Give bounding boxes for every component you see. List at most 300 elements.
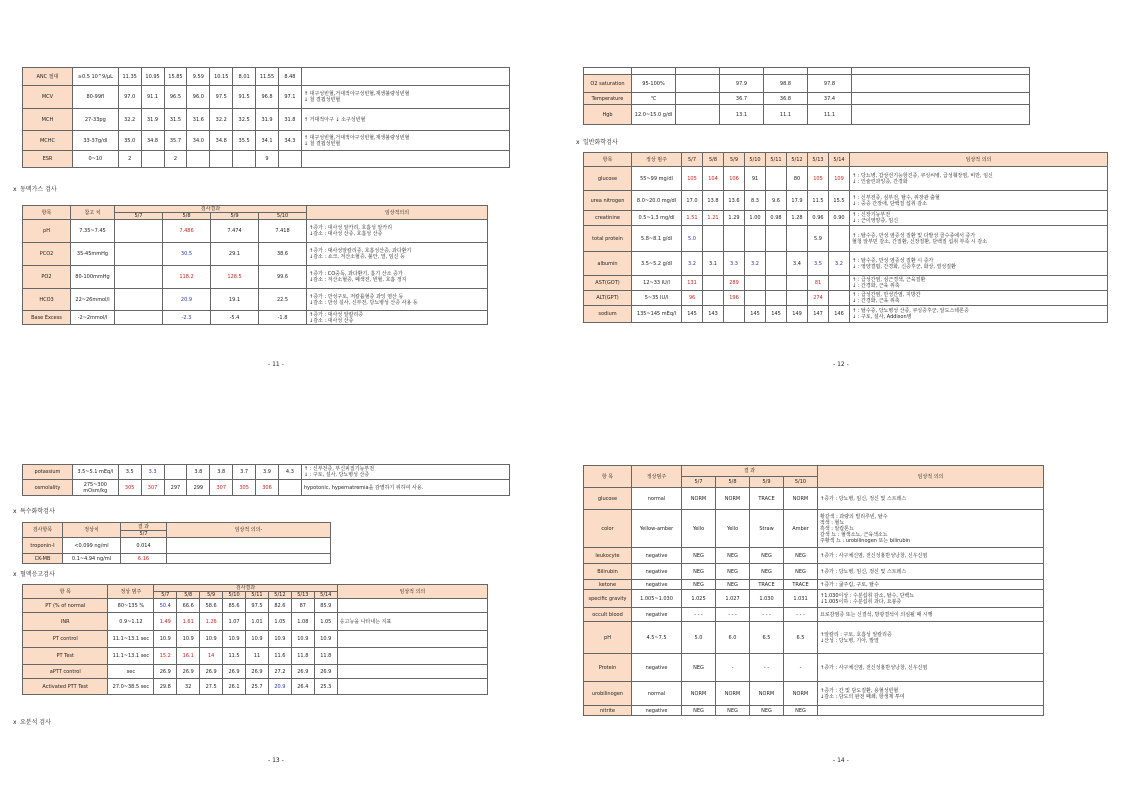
- result-cell: 274: [808, 291, 829, 306]
- result-cell: 32.2: [118, 109, 141, 131]
- result-cell: 299: [187, 480, 210, 496]
- row-label: nitrite: [584, 706, 632, 716]
- date-header: 5/7: [115, 213, 163, 220]
- result-cell: NORM: [750, 682, 784, 706]
- result-cell: NORM: [682, 682, 716, 706]
- date-header: 5/8: [703, 153, 724, 167]
- result-cell: 58.6: [200, 599, 223, 613]
- result-cell: NEG: [750, 564, 784, 580]
- result-cell: 35.7: [164, 131, 187, 151]
- result-cell: [787, 291, 808, 306]
- result-cell: 145: [745, 306, 766, 323]
- result-cell: 105: [808, 167, 829, 191]
- coag-h-ref: 정상 범주: [108, 585, 154, 599]
- result-cell: 4.3: [278, 465, 301, 480]
- row-label: ketone: [584, 580, 632, 590]
- row-reference: 0~10: [72, 151, 118, 168]
- result-cell: 66.6: [177, 599, 200, 613]
- result-cell: 32: [177, 679, 200, 695]
- result-cell: 1.29: [724, 211, 745, 226]
- table-row: [584, 590, 1044, 608]
- table-row: [23, 151, 510, 168]
- row-label: sodium: [584, 306, 632, 323]
- result-cell: 1.030: [750, 590, 784, 608]
- result-cell: [703, 226, 724, 252]
- result-cell: 10.15: [210, 68, 233, 86]
- result-cell: [703, 291, 724, 306]
- result-cell: 1.031: [784, 590, 818, 608]
- result-cell: 1.027: [716, 590, 750, 608]
- result-cell: NEG: [682, 548, 716, 564]
- date-header: 5/12: [268, 592, 291, 599]
- row-reference: 27.0~38.5 sec: [108, 679, 154, 695]
- row-label: total protein: [584, 226, 632, 252]
- result-cell: 1.07: [223, 613, 246, 631]
- result-cell: 32.2: [210, 109, 233, 131]
- result-cell: [766, 226, 787, 252]
- result-cell: 1.00: [745, 211, 766, 226]
- clinical-note: ↑ 대구성빈혈,거대적아구성빈혈,재생불량성빈혈 ↓ 철 결핍성빈혈: [301, 131, 509, 151]
- result-cell: 11.1: [808, 105, 852, 125]
- result-cell: 149: [787, 306, 808, 323]
- table-row: [584, 75, 1030, 93]
- result-cell: 11: [246, 648, 269, 665]
- result-cell: 96.5: [164, 86, 187, 109]
- abga-h-result: 검사결과: [115, 206, 307, 213]
- result-cell: -1.8: [259, 311, 307, 325]
- table-row: [23, 554, 331, 564]
- clinical-note: 황갈색 : 과량의 빌리루빈, 탈수 적색 : 혈뇨 흑색 : 알캅톤뇨 갈색 뇨 : 혈색소뇨, 근육색소뇨 주황색 뇨 : urobilinogen 또는 bilirubin: [818, 510, 1044, 548]
- result-cell: 1.49: [154, 613, 177, 631]
- result-cell: 15.2: [154, 648, 177, 665]
- chem-h-sig: 임상적 의의: [850, 153, 1108, 167]
- result-cell: 11.1: [764, 105, 808, 125]
- special-table: [22, 522, 331, 564]
- result-cell: 0.014: [121, 538, 167, 554]
- clinical-note: hypotonic, hypernatremia을 감별하기 위하여 사용.: [301, 480, 509, 496]
- abga-h-sig: 임상적의의: [307, 206, 488, 220]
- row-label: CK-MB: [23, 554, 63, 564]
- row-reference: 22~26mmol/l: [71, 289, 115, 311]
- row-label: ANC 절대: [23, 68, 73, 86]
- date-header: 5/11: [246, 592, 269, 599]
- row-reference: 0.1~4.94 ng/ml: [63, 554, 121, 564]
- special-h-date: 5/7: [121, 531, 167, 538]
- row-reference: 12~33 IU/l: [632, 276, 682, 291]
- row-reference: negative: [632, 548, 682, 564]
- result-cell: 3.7: [233, 465, 256, 480]
- row-label: glucose: [584, 488, 632, 510]
- table-row: [23, 220, 488, 243]
- result-cell: 50.4: [154, 599, 177, 613]
- coag-table: [22, 584, 488, 695]
- result-cell: 98.8: [764, 75, 808, 93]
- result-cell: 3.2: [745, 252, 766, 276]
- cbc-continued-table: [22, 67, 510, 168]
- result-cell: 30.5: [163, 243, 211, 266]
- row-reference: 12.0~15.0 g/dl: [632, 105, 676, 125]
- date-header: 5/9: [750, 477, 784, 488]
- result-cell: TRACE: [750, 580, 784, 590]
- result-cell: Yello: [716, 510, 750, 548]
- result-cell: 38.6: [259, 243, 307, 266]
- table-row: [584, 580, 1044, 590]
- clinical-note: [337, 648, 487, 665]
- page-number-11: - 11 -: [268, 361, 284, 368]
- result-cell: [787, 226, 808, 252]
- row-label: urobilinogen: [584, 682, 632, 706]
- table-row: [23, 480, 510, 496]
- date-header: 5/10: [745, 153, 766, 167]
- row-reference: negative: [632, 654, 682, 682]
- result-cell: 22.5: [259, 289, 307, 311]
- result-cell: 109: [829, 167, 850, 191]
- row-label: PT Test: [23, 648, 108, 665]
- result-cell: 34.8: [141, 131, 164, 151]
- result-cell: 131: [682, 276, 703, 291]
- result-cell: [852, 93, 1030, 105]
- row-reference: 80~135 %: [108, 599, 154, 613]
- page-13-top-table-wrap: [22, 464, 510, 496]
- date-header: 5/9: [724, 153, 745, 167]
- clinical-note: ↑ : 탈수증, 당뇨병성 산증, 쿠싱증후군, 알도스테론증 ↓ : 구토, 설사, Addison병: [850, 306, 1108, 323]
- page-number-12: - 12 -: [833, 361, 849, 368]
- clinical-note: ↑증가 : 대사성 알카리, 호흡성 알카리 ↓감소 : 대사성 산증, 호흡성 산증: [307, 220, 488, 243]
- clinical-note: ↑ 거대적아구 ↓ 소구성빈혈: [301, 109, 509, 131]
- table-row: [23, 599, 488, 613]
- result-cell: 1.05: [268, 613, 291, 631]
- result-cell: 9: [256, 151, 279, 168]
- result-cell: [233, 151, 256, 168]
- table-row: [584, 93, 1030, 105]
- row-label: Temperature: [584, 93, 632, 105]
- result-cell: 13.6: [724, 191, 745, 211]
- clinical-note: ↑ : 탈수증, 만성 염증성 질환 및 다발성 골수종에서 증가 혈청 알부민 감소, 간질환, 신장질환, 단백질 섭취 부족 시 감소: [850, 226, 1108, 252]
- result-cell: 307: [210, 480, 233, 496]
- result-cell: 11.55: [256, 68, 279, 86]
- result-cell: 32.5: [233, 109, 256, 131]
- result-cell: 16.1: [177, 648, 200, 665]
- table-row: [584, 306, 1108, 323]
- row-reference: 95-100%: [632, 75, 676, 93]
- table-row: [584, 105, 1030, 125]
- row-label: potassium: [23, 465, 73, 480]
- row-label: Hgb: [584, 105, 632, 125]
- table-row: [584, 682, 1044, 706]
- table-row: [23, 465, 510, 480]
- table-row: [23, 613, 488, 631]
- result-cell: 26.9: [177, 665, 200, 679]
- result-cell: 26.9: [223, 665, 246, 679]
- result-cell: -2.3: [163, 311, 211, 325]
- result-cell: 1.51: [682, 211, 703, 226]
- result-cell: 145: [766, 306, 787, 323]
- result-cell: - -: [750, 654, 784, 682]
- row-reference: 55~99 mg/dl: [632, 167, 682, 191]
- result-cell: NEG: [784, 564, 818, 580]
- table-row: [584, 706, 1044, 716]
- vitals-h-blank5: [764, 68, 808, 75]
- result-cell: 10.95: [141, 68, 164, 86]
- row-reference: sec: [108, 665, 154, 679]
- result-cell: 1.61: [177, 613, 200, 631]
- row-label: ESR: [23, 151, 73, 168]
- coag-table-wrap: [22, 584, 488, 695]
- result-cell: 307: [141, 480, 164, 496]
- row-reference: 80-99fl: [72, 86, 118, 109]
- special-h-ref: 정상치: [63, 523, 121, 538]
- row-reference: 0.9~1.12: [108, 613, 154, 631]
- table-row: [23, 266, 488, 289]
- result-cell: 29.1: [211, 243, 259, 266]
- chem-section-title: x 일반화학검사: [576, 139, 618, 146]
- abga-h-item: 항목: [23, 206, 71, 220]
- date-header: 5/13: [291, 592, 314, 599]
- result-cell: 10.9: [177, 631, 200, 648]
- result-cell: 9.6: [766, 191, 787, 211]
- result-cell: 3.5: [808, 252, 829, 276]
- result-cell: 7.418: [259, 220, 307, 243]
- row-label: creatinine: [584, 211, 632, 226]
- result-cell: 128.5: [211, 266, 259, 289]
- ua-table-wrap: [583, 465, 1044, 716]
- result-cell: [115, 220, 163, 243]
- result-cell: NEG: [716, 580, 750, 590]
- result-cell: 20.9: [268, 679, 291, 695]
- result-cell: 15.5: [829, 191, 850, 211]
- result-cell: NORM: [716, 488, 750, 510]
- row-label: Activated PTT Test: [23, 679, 108, 695]
- table-row: [584, 276, 1108, 291]
- table-row: [23, 665, 488, 679]
- result-cell: 146: [829, 306, 850, 323]
- result-cell: 13.1: [720, 105, 764, 125]
- result-cell: 34.8: [210, 131, 233, 151]
- row-label: albumin: [584, 252, 632, 276]
- chem-h-item: 항목: [584, 153, 632, 167]
- result-cell: [829, 276, 850, 291]
- row-label: PO2: [23, 266, 71, 289]
- result-cell: -: [716, 654, 750, 682]
- table-row: [23, 631, 488, 648]
- result-cell: 10.9: [223, 631, 246, 648]
- table-row: [584, 488, 1044, 510]
- result-cell: 3.2: [682, 252, 703, 276]
- clinical-note: [167, 538, 331, 554]
- abga-table-wrap: [22, 205, 488, 325]
- clinical-note: ↑1.030이상 : 수분섭취 감소, 탈수, 단백뇨 ↓1.005이하 : 수분섭취 과다, 요붕증: [818, 590, 1044, 608]
- row-reference: ℃: [632, 93, 676, 105]
- clinical-note: [818, 706, 1044, 716]
- result-cell: 3.3: [141, 465, 164, 480]
- row-reference: 5.8~8.1 g/dl: [632, 226, 682, 252]
- result-cell: 31.5: [164, 109, 187, 131]
- result-cell: 305: [118, 480, 141, 496]
- result-cell: 31.6: [187, 109, 210, 131]
- result-cell: 6.5: [784, 622, 818, 654]
- result-cell: NORM: [682, 488, 716, 510]
- result-cell: 27.2: [268, 665, 291, 679]
- clinical-note: ↑증가 : 사구체신염, 전신성홍반성낭창, 신우신염: [818, 654, 1044, 682]
- ua-h-result: 결 과: [682, 466, 818, 477]
- result-cell: 26.9: [314, 665, 337, 679]
- result-cell: 97.1: [278, 86, 301, 109]
- special-h-result: 결 과: [121, 523, 167, 531]
- row-reference: 4.5~7.5: [632, 622, 682, 654]
- row-reference: -2~2mmol/l: [71, 311, 115, 325]
- row-reference: negative: [632, 580, 682, 590]
- clinical-note: ↑증가 : 대사성 알칼리증 ↓감소 : 대사성 산증: [307, 311, 488, 325]
- result-cell: 11.6: [268, 648, 291, 665]
- row-reference: 1.005~1.030: [632, 590, 682, 608]
- result-cell: NEG: [750, 706, 784, 716]
- date-header: 5/11: [766, 153, 787, 167]
- result-cell: 3.2: [829, 252, 850, 276]
- table-row: [584, 654, 1044, 682]
- date-header: 5/9: [200, 592, 223, 599]
- row-reference: negative: [632, 564, 682, 580]
- table-row: [584, 211, 1108, 226]
- result-cell: 5.0: [682, 622, 716, 654]
- result-cell: 5.9: [808, 226, 829, 252]
- result-cell: - - -: [750, 608, 784, 622]
- result-cell: 14: [200, 648, 223, 665]
- row-reference: 7.35~7.45: [71, 220, 115, 243]
- table-row: [584, 510, 1044, 548]
- result-cell: 26.9: [291, 665, 314, 679]
- result-cell: 3.5: [118, 465, 141, 480]
- clinical-note: ↑ : 신장기능부전 ↓ : 근이영양증, 임신: [850, 211, 1108, 226]
- table-row: [584, 564, 1044, 580]
- result-cell: 1.28: [787, 211, 808, 226]
- table-row: [584, 226, 1108, 252]
- result-cell: 6.0: [716, 622, 750, 654]
- result-cell: 289: [724, 276, 745, 291]
- result-cell: [115, 243, 163, 266]
- result-cell: 143: [703, 306, 724, 323]
- result-cell: 0.98: [766, 211, 787, 226]
- result-cell: 6.16: [121, 554, 167, 564]
- result-cell: NORM: [716, 682, 750, 706]
- result-cell: 97.9: [720, 75, 764, 93]
- row-reference: 275~300 mOsm/kg: [72, 480, 118, 496]
- result-cell: 1.05: [314, 613, 337, 631]
- result-cell: 26.9: [200, 665, 223, 679]
- row-reference: 11.1~13.1 sec: [108, 648, 154, 665]
- row-label: pH: [584, 622, 632, 654]
- result-cell: 26.9: [154, 665, 177, 679]
- row-reference: 3.5~5.1 mEq/l: [72, 465, 118, 480]
- result-cell: 6.5: [750, 622, 784, 654]
- clinical-note: [337, 679, 487, 695]
- coag-h-result: 검사결과: [154, 585, 337, 592]
- vitals-h-blank1: [584, 68, 632, 75]
- result-cell: 10.9: [314, 631, 337, 648]
- table-row: [23, 109, 510, 131]
- result-cell: 10.9: [154, 631, 177, 648]
- row-reference: 35-45mmHg: [71, 243, 115, 266]
- result-cell: 87: [291, 599, 314, 613]
- clinical-note: ↑ 대구성빈혈,거대적아구성빈혈,재생불량성빈혈 ↓ 철 결핍성빈혈: [301, 86, 509, 109]
- result-cell: 1.26: [200, 613, 223, 631]
- vitals-h-blank6: [808, 68, 852, 75]
- result-cell: -: [784, 654, 818, 682]
- result-cell: [829, 291, 850, 306]
- coag-h-item: 항 목: [23, 585, 108, 599]
- result-cell: [164, 465, 187, 480]
- result-cell: NEG: [682, 654, 716, 682]
- date-header: 5/7: [154, 592, 177, 599]
- result-cell: [852, 75, 1030, 93]
- row-label: osmolality: [23, 480, 73, 496]
- result-cell: 1.08: [291, 613, 314, 631]
- result-cell: [829, 226, 850, 252]
- table-row: [584, 548, 1044, 564]
- result-cell: [210, 151, 233, 168]
- result-cell: 82.6: [268, 599, 291, 613]
- special-section-title: x 특수화학검사: [13, 508, 55, 515]
- page-number-14: - 14 -: [833, 757, 849, 764]
- result-cell: 34.1: [256, 131, 279, 151]
- vitals-h-blank7: [852, 68, 1030, 75]
- vitals-h-blank3: [676, 68, 720, 75]
- result-cell: [676, 105, 720, 125]
- result-cell: 97.5: [210, 86, 233, 109]
- result-cell: [187, 151, 210, 168]
- result-cell: 25.7: [246, 679, 269, 695]
- result-cell: [745, 276, 766, 291]
- result-cell: [278, 151, 301, 168]
- date-header: 5/13: [808, 153, 829, 167]
- chem-h-ref: 정상 범주: [632, 153, 682, 167]
- result-cell: 36.7: [720, 93, 764, 105]
- result-cell: 0.90: [829, 211, 850, 226]
- result-cell: 297: [164, 480, 187, 496]
- result-cell: NEG: [682, 706, 716, 716]
- result-cell: 196: [724, 291, 745, 306]
- date-header: 5/9: [211, 213, 259, 220]
- result-cell: 99.6: [259, 266, 307, 289]
- result-cell: NEG: [716, 706, 750, 716]
- result-cell: 96: [682, 291, 703, 306]
- result-cell: [766, 291, 787, 306]
- result-cell: 85.6: [223, 599, 246, 613]
- result-cell: NORM: [784, 488, 818, 510]
- result-cell: 96.0: [187, 86, 210, 109]
- result-cell: 3.9: [256, 465, 279, 480]
- result-cell: [115, 311, 163, 325]
- result-cell: 20.9: [163, 289, 211, 311]
- date-header: 5/8: [716, 477, 750, 488]
- result-cell: 97.5: [246, 599, 269, 613]
- clinical-note: ↑알칼리 : 구토, 호흡성 알칼리증 ↓산성 : 당뇨병, 기아, 발열: [818, 622, 1044, 654]
- result-cell: - - -: [716, 608, 750, 622]
- coag-section-title: x 혈액응고검사: [13, 571, 55, 578]
- vitals-h-blank4: [720, 68, 764, 75]
- row-reference: 80-100mmHg: [71, 266, 115, 289]
- vitals-h-blank2: [632, 68, 676, 75]
- clinical-note: [301, 151, 509, 168]
- date-header: 5/14: [829, 153, 850, 167]
- result-cell: 118.2: [163, 266, 211, 289]
- row-label: aPTT control: [23, 665, 108, 679]
- table-row: [584, 608, 1044, 622]
- result-cell: 81: [808, 276, 829, 291]
- ua-h-ref: 정상범주: [632, 466, 682, 488]
- result-cell: 1.01: [246, 613, 269, 631]
- result-cell: 10.9: [268, 631, 291, 648]
- result-cell: NEG: [716, 548, 750, 564]
